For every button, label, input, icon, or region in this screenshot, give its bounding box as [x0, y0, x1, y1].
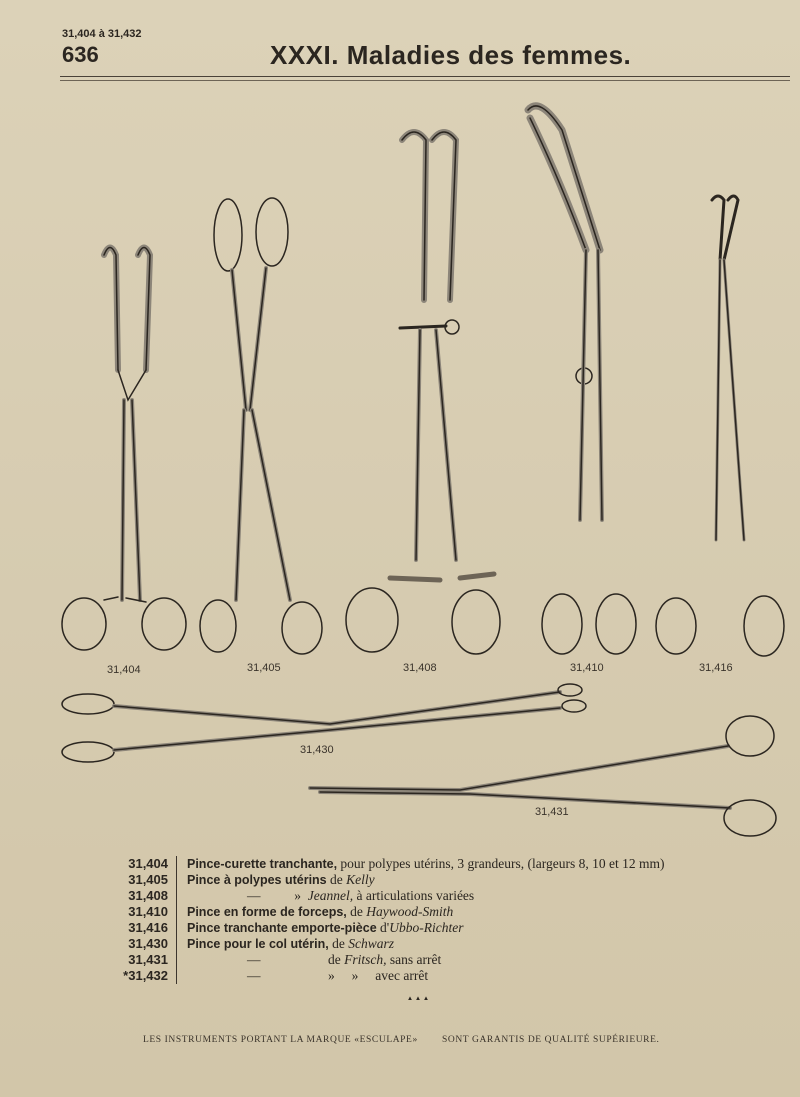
- figure-label: 31,404: [107, 664, 141, 676]
- item-code: *31,432: [80, 968, 177, 984]
- item-code: 31,408: [80, 888, 177, 904]
- item-description: Pince tranchante emporte-pièce d'Ubbo-Richter: [187, 920, 464, 935]
- esculape-emblem: [406, 998, 430, 1000]
- item-code: 31,416: [80, 920, 177, 936]
- item-description: Pince à polypes utérins de Kelly: [187, 872, 375, 887]
- page-number: 636: [62, 42, 99, 67]
- item-description: Pince en forme de forceps, de Haywood-Smith: [187, 904, 454, 919]
- forceps-31404-illustration: [62, 248, 186, 651]
- list-item: [80, 968, 760, 984]
- forceps-31431-illustration: [310, 716, 776, 836]
- figure-label: 31,430: [300, 744, 334, 756]
- forceps-31416-illustration: [656, 196, 784, 656]
- list-item: [80, 952, 760, 968]
- list-item: [80, 888, 760, 904]
- figure-label: 31,408: [403, 662, 437, 674]
- item-description: — » » avec arrêt: [247, 968, 429, 983]
- figure-label: 31,410: [570, 662, 604, 674]
- figure-label: 31,431: [535, 806, 569, 818]
- figure-label: 31,416: [699, 662, 733, 674]
- page-title: XXXI. Maladies des femmes.: [270, 40, 632, 70]
- list-item: [80, 872, 760, 888]
- item-code: 31,405: [80, 872, 177, 888]
- forceps-31408-illustration: [346, 132, 500, 654]
- list-item: [80, 936, 760, 952]
- list-item: [80, 920, 760, 936]
- item-description: Pince pour le col utérin, de Schwarz: [187, 936, 394, 951]
- footer-guarantee-right: SONT GARANTIS DE QUALITÉ SUPÉRIEURE.: [442, 1035, 660, 1045]
- item-code: 31,430: [80, 936, 177, 952]
- item-description: — de Fritsch, sans arrêt: [247, 952, 442, 967]
- item-code: 31,410: [80, 904, 177, 920]
- forceps-31410-illustration: [528, 106, 636, 654]
- item-description: — » Jeannel, à articulations variées: [247, 888, 475, 903]
- list-item: [80, 856, 760, 872]
- item-code: 31,431: [80, 952, 177, 968]
- item-code: 31,404: [80, 856, 177, 872]
- item-range: 31,404 à 31,432: [62, 28, 142, 40]
- item-description: Pince-curette tranchante, pour polypes utérins, 3 grandeurs, (largeurs 8, 10 et 12 mm): [187, 856, 665, 871]
- figure-label: 31,405: [247, 662, 281, 674]
- footer-guarantee-left: LES INSTRUMENTS PORTANT LA MARQUE «ESCULAPE»: [143, 1035, 418, 1045]
- list-item: [80, 904, 760, 920]
- forceps-31405-illustration: [200, 198, 322, 654]
- item-list: [80, 856, 760, 984]
